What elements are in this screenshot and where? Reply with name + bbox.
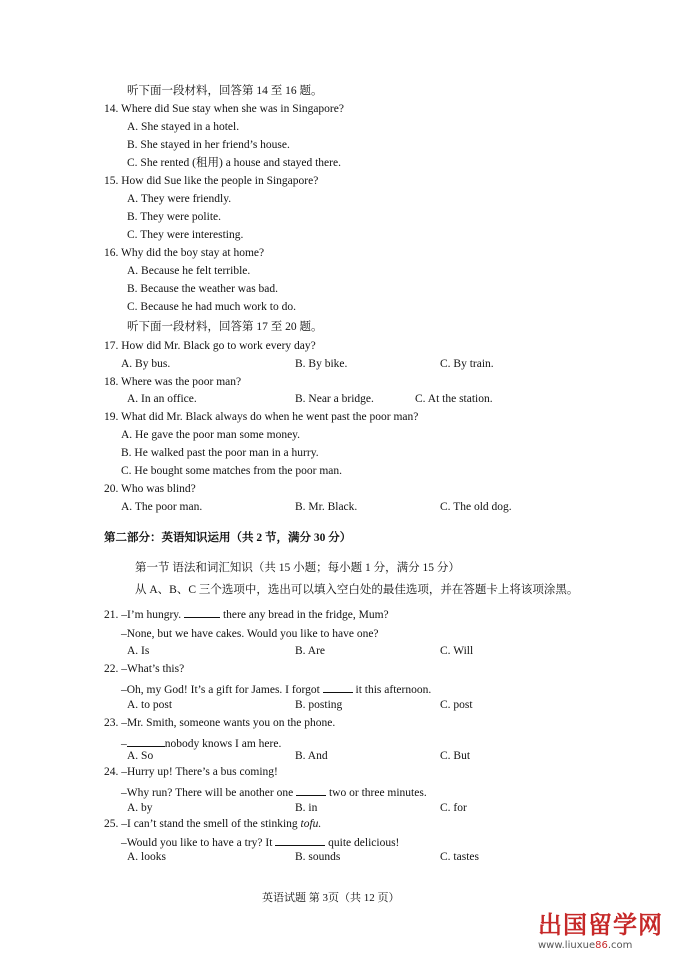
q23-line2 xyxy=(121,736,281,751)
q23-line2-post: nobody knows I am here. xyxy=(164,738,282,750)
q18-option-b: B. Near a bridge. xyxy=(295,393,374,405)
q21-answer-blank xyxy=(184,607,220,618)
page-footer: 英语试题 第 3页（共 12 页） xyxy=(262,892,400,904)
q23-option-c: C. But xyxy=(440,750,471,762)
q18-option-a: A. In an office. xyxy=(127,393,197,405)
q16-option-b: B. Because the weather was bad. xyxy=(127,283,279,295)
q25-line2 xyxy=(121,835,399,850)
q22-option-a: A. to post xyxy=(127,699,173,711)
q25-line2-pre: –Would you like to have a try? It xyxy=(121,837,273,849)
q25-line1-pre: 25. –I can’t stand the smell of the stinking xyxy=(104,818,298,830)
q14-option-b: B. She stayed in her friend’s house. xyxy=(127,139,290,151)
q21-line1-pre: 21. –I’m hungry. xyxy=(104,609,182,621)
intro-14-16: 听下面一段材料，回答第 14 至 16 题。 xyxy=(127,85,323,97)
q24-option-b: B. in xyxy=(295,802,318,814)
q22-line1: 22. –What’s this? xyxy=(104,663,185,675)
q24-line2 xyxy=(121,785,427,800)
q17-option-a: A. By bus. xyxy=(121,358,171,370)
q25-answer-blank xyxy=(275,835,325,846)
q19-option-c: C. He bought some matches from the poor man. xyxy=(121,465,343,477)
q22-line2-post: it this afternoon. xyxy=(355,684,432,696)
q22-option-b: B. posting xyxy=(295,699,343,711)
watermark-url-num: 86 xyxy=(595,940,608,951)
q24-option-c: C. for xyxy=(440,802,467,814)
q14-option-a: A. She stayed in a hotel. xyxy=(127,121,240,133)
q23-answer-blank xyxy=(127,736,165,747)
watermark-url-post: .com xyxy=(607,940,633,951)
intro-17-20: 听下面一段材料，回答第 17 至 20 题。 xyxy=(127,321,323,333)
q24-line2-pre: –Why run? There will be another one xyxy=(121,787,294,799)
q17-option-b: B. By bike. xyxy=(295,358,348,370)
q20-option-c: C. The old dog. xyxy=(440,501,512,513)
q19-stem: 19. What did Mr. Black always do when he went past the poor man? xyxy=(104,411,419,423)
q25-option-b: B. sounds xyxy=(295,851,341,863)
q21-line1 xyxy=(104,607,389,622)
q20-option-b: B. Mr. Black. xyxy=(295,501,358,513)
q19-option-b: B. He walked past the poor man in a hurry. xyxy=(121,447,319,459)
q23-line2-pre: – xyxy=(121,738,127,750)
q14-stem: 14. Where did Sue stay when she was in Singapore? xyxy=(104,103,344,115)
q17-option-c: C. By train. xyxy=(440,358,494,370)
q17-stem: 17. How did Mr. Black go to work every day? xyxy=(104,340,316,352)
q22-option-c: C. post xyxy=(440,699,473,711)
q15-option-b: B. They were polite. xyxy=(127,211,221,223)
q15-stem: 15. How did Sue like the people in Singapore? xyxy=(104,175,319,187)
q25-option-a: A. looks xyxy=(127,851,166,863)
q22-line2 xyxy=(121,682,431,697)
q23-option-b: B. And xyxy=(295,750,328,762)
q18-option-c: C. At the station. xyxy=(415,393,493,405)
q23-option-a: A. So xyxy=(127,750,154,762)
q15-option-c: C. They were interesting. xyxy=(127,229,244,241)
q24-line2-post: two or three minutes. xyxy=(328,787,427,799)
q24-answer-blank xyxy=(296,785,326,796)
q24-line1: 24. –Hurry up! There’s a bus coming! xyxy=(104,766,278,778)
watermark-url-pre: www.liuxue xyxy=(538,940,596,951)
q25-line2-post: quite delicious! xyxy=(328,837,400,849)
q23-line1: 23. –Mr. Smith, someone wants you on the phone. xyxy=(104,717,336,729)
watermark-title: 出国留学网 xyxy=(538,911,663,939)
q20-option-a: A. The poor man. xyxy=(121,501,203,513)
q21-line2: –None, but we have cakes. Would you like to have one? xyxy=(121,628,379,640)
q16-option-a: A. Because he felt terrible. xyxy=(127,265,251,277)
part2-instruction: 从 A、B、C 三个选项中，选出可以填入空白处的最佳选项，并在答题卡上将该项涂黑。 xyxy=(135,584,579,596)
q20-stem: 20. Who was blind? xyxy=(104,483,196,495)
q21-option-c: C. Will xyxy=(440,645,474,657)
q14-option-c: C. She rented (租用) a house and stayed there. xyxy=(127,157,341,169)
q22-line2-pre: –Oh, my God! It’s a gift for James. I forgot xyxy=(121,684,320,696)
q21-option-b: B. Are xyxy=(295,645,326,657)
q25-option-c: C. tastes xyxy=(440,851,479,863)
q16-stem: 16. Why did the boy stay at home? xyxy=(104,247,265,259)
part2-title: 第二部分：英语知识运用（共 2 节，满分 30 分） xyxy=(104,532,352,544)
part2-sub-title: 第一节 语法和词汇知识（共 15 小题；每小题 1 分，满分 15 分） xyxy=(135,562,460,574)
watermark-url xyxy=(538,941,632,951)
q21-line1-post: there any bread in the fridge, Mum? xyxy=(222,609,389,621)
q15-option-a: A. They were friendly. xyxy=(127,193,232,205)
q24-option-a: A. by xyxy=(127,802,153,814)
q16-option-c: C. Because he had much work to do. xyxy=(127,301,296,313)
q19-option-a: A. He gave the poor man some money. xyxy=(121,429,301,441)
q22-answer-blank xyxy=(323,682,353,693)
q25-line1-em: tofu. xyxy=(300,818,322,830)
q21-option-a: A. Is xyxy=(127,645,150,657)
q18-stem: 18. Where was the poor man? xyxy=(104,376,242,388)
q25-line1 xyxy=(104,819,321,831)
site-watermark xyxy=(524,913,674,953)
